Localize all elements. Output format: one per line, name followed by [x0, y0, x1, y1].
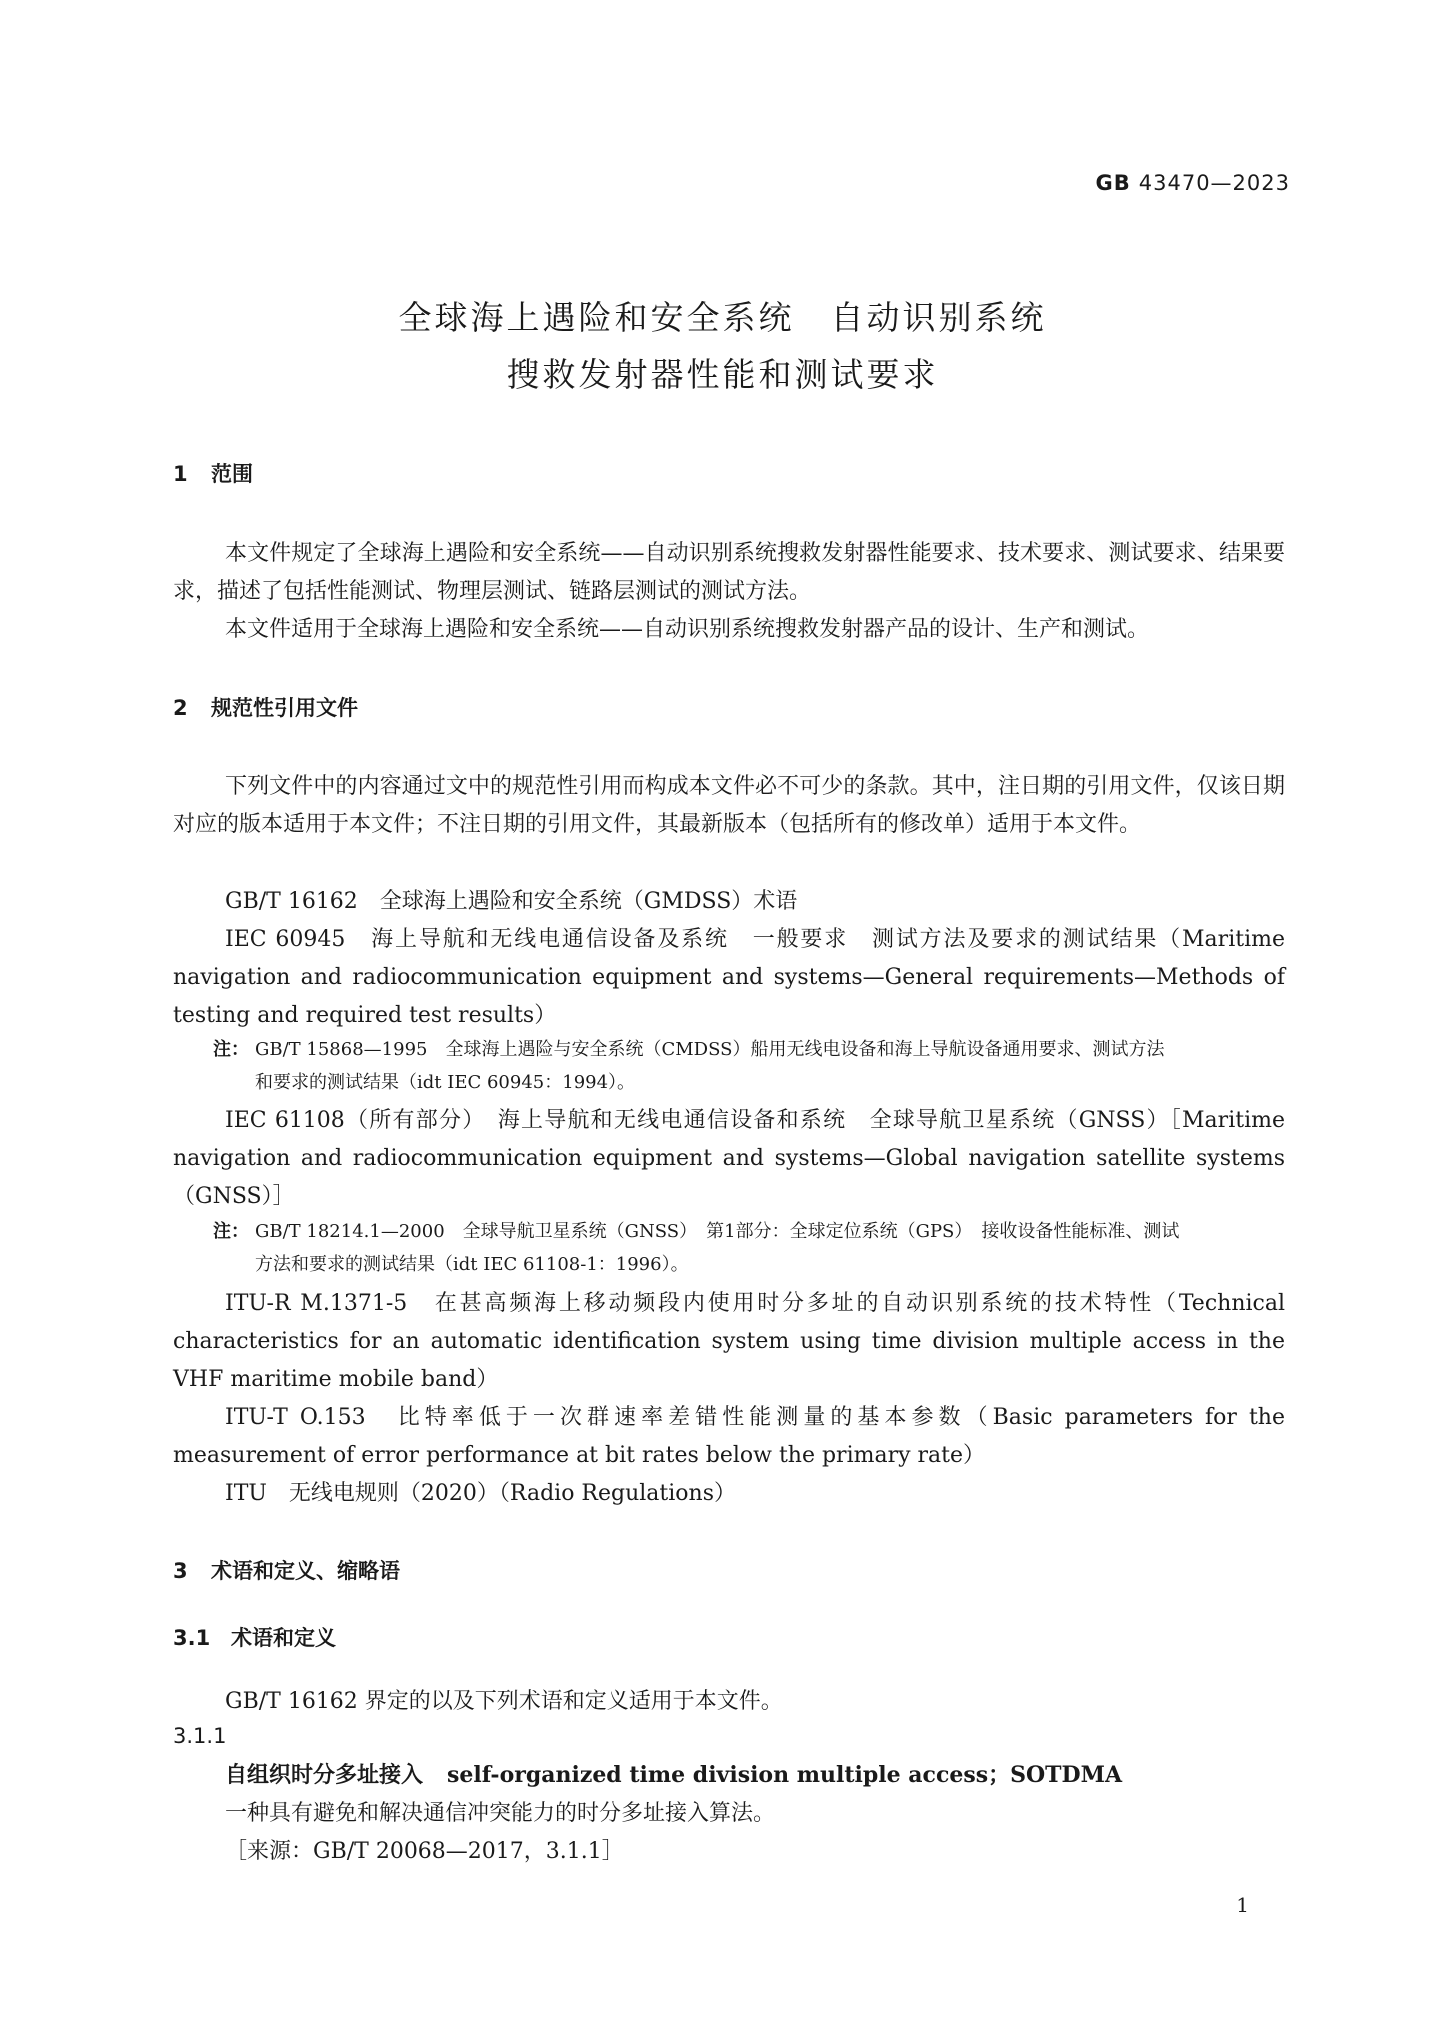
title-line-2: 搜救发射器性能和测试要求 — [506, 355, 939, 394]
term-entry — [225, 1758, 1122, 1789]
title-line-1: 全球海上遇险和安全系统 自动识别系统 — [398, 298, 1047, 337]
term-english: self-organized time division multiple access；SOTDMA — [447, 1762, 1123, 1788]
section-title: 术语和定义 — [231, 1626, 336, 1650]
note-text-line-1: GB/T 18214.1—2000 全球导航卫星系统（GNSS） 第1部分：全球定位系统（GPS） 接收设备性能标准、测试 — [255, 1221, 1180, 1242]
section-number: 3.1 — [173, 1626, 211, 1650]
references-intro: 下列文件中的内容通过文中的规范性引用而构成本文件必不可少的条款。其中，注日期的引用文件，仅该日期对应的版本适用于本文件；不注日期的引用文件，其最新版本（包括所有的修改单）适用于本文件。 — [173, 774, 1285, 837]
section-number: 1 — [173, 462, 188, 486]
section-1-heading — [173, 458, 253, 488]
reference-gbt16162: GB/T 16162 全球海上遇险和安全系统（GMDSS）术语 — [225, 889, 798, 914]
scope-paragraph-2: 本文件适用于全球海上遇险和安全系统——自动识别系统搜救发射器产品的设计、生产和测试。 — [225, 617, 1150, 642]
term-chinese: 自组织时分多址接入 — [225, 1763, 424, 1788]
reference-itut-o153: ITU-T O.153 比特率低于一次群速率差错性能测量的基本参数（Basic parameters for the measurement of error performance at bit rates below the primary rate） — [173, 1405, 1285, 1468]
section-3-1-heading — [173, 1622, 336, 1652]
reference-itur-m1371: ITU-R M.1371-5 在甚高频海上移动频段内使用时分多址的自动识别系统的技术特性（Technical characteristics for an automatic identification system using time division multiple access in the VHF maritime mobile band） — [173, 1291, 1285, 1392]
section-title: 规范性引用文件 — [211, 696, 358, 720]
note-1 — [173, 1033, 1285, 1099]
note-label: 注： — [213, 1221, 249, 1242]
term-source: ［来源：GB/T 20068—2017，3.1.1］ — [225, 1839, 624, 1864]
reference-itu-radio-regulations: ITU 无线电规则（2020）（Radio Regulations） — [225, 1481, 737, 1506]
section-number: 3 — [173, 1559, 188, 1583]
section-3-heading — [173, 1555, 400, 1585]
doc-number: 43470—2023 — [1138, 171, 1290, 195]
term-definition: 一种具有避免和解决通信冲突能力的时分多址接入算法。 — [225, 1801, 776, 1826]
scope-paragraph-1: 本文件规定了全球海上遇险和安全系统——自动识别系统搜救发射器性能要求、技术要求、测试要求、结果要求，描述了包括性能测试、物理层测试、链路层测试的测试方法。 — [173, 541, 1285, 604]
section-title: 术语和定义、缩略语 — [211, 1559, 400, 1583]
terms-intro: GB/T 16162 界定的以及下列术语和定义适用于本文件。 — [225, 1689, 783, 1714]
section-number: 2 — [173, 696, 188, 720]
clause-number: 3.1.1 — [173, 1724, 227, 1748]
note-text-line-2: 方法和要求的测试结果（idt IEC 61108-1：1996）。 — [255, 1254, 689, 1275]
section-title: 范围 — [211, 462, 253, 486]
note-label: 注： — [213, 1039, 249, 1060]
note-2 — [173, 1215, 1285, 1281]
reference-iec60945: IEC 60945 海上导航和无线电通信设备及系统 一般要求 测试方法及要求的测试结果（Maritime navigation and radiocommunication equipment and systems—General requirements—Methods of testing and required test results） — [173, 927, 1285, 1028]
note-text-line-2: 和要求的测试结果（idt IEC 60945：1994）。 — [255, 1072, 636, 1093]
document-code — [1096, 171, 1291, 195]
reference-iec61108: IEC 61108（所有部分） 海上导航和无线电通信设备和系统 全球导航卫星系统（GNSS）［Maritime navigation and radiocommunication equipment and systems—Global navigation satellite systems（GNSS）］ — [173, 1108, 1285, 1209]
page-number: 1 — [1236, 1893, 1249, 1917]
section-2-heading — [173, 692, 358, 722]
note-text-line-1: GB/T 15868—1995 全球海上遇险与安全系统（CMDSS）船用无线电设备和海上导航设备通用要求、测试方法 — [255, 1039, 1165, 1060]
doc-prefix: GB — [1095, 171, 1131, 195]
